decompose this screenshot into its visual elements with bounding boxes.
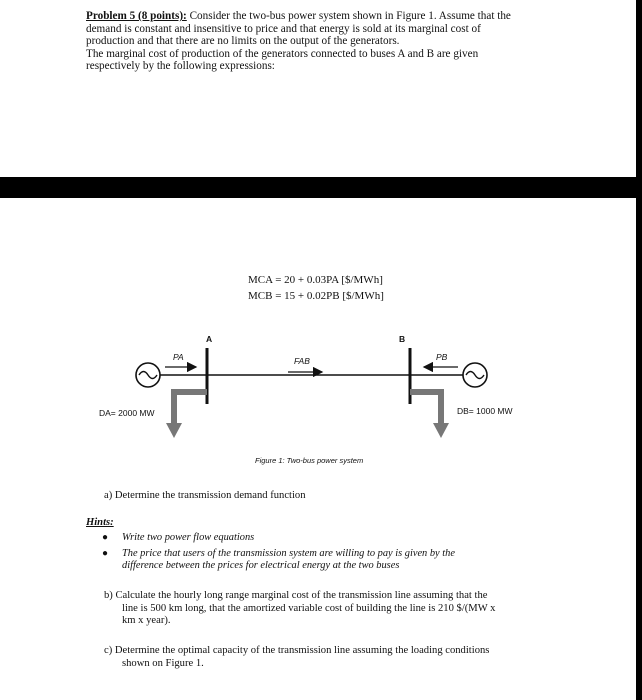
intro-line-4: The marginal cost of production of the generators connected to buses A and B are given: [86, 47, 479, 60]
intro-line-1: Consider the two-bus power system shown in Figure 1. Assume that the: [186, 10, 511, 22]
problem-statement: [86, 10, 556, 73]
right-edge-bar: [636, 0, 642, 700]
question-b-line-3: km x year).: [122, 615, 171, 626]
question-a: a) Determine the transmission demand function: [104, 490, 306, 501]
sine-wave-a-icon: [139, 372, 157, 379]
bus-a-label: A: [206, 334, 213, 344]
question-b: [104, 590, 495, 628]
demand-a-label: DA= 2000 MW: [99, 408, 155, 418]
intro-line-5: respectively by the following expressions:: [86, 60, 275, 73]
equation-a: MCA = 20 + 0.03PA [$/MWh]: [248, 274, 383, 286]
question-c-line-2: shown on Figure 1.: [122, 657, 204, 669]
two-bus-diagram: [0, 330, 636, 455]
problem-heading: Problem 5 (8 points):: [86, 10, 187, 22]
question-c-line-1: c) Determine the optimal capacity of the transmission line assuming the loading conditions: [104, 645, 490, 656]
black-separator-band: [0, 177, 642, 198]
demand-b-label: DB= 1000 MW: [457, 406, 513, 416]
hint-2-line-1: The price that users of the transmission system are willing to pay is given by the: [122, 548, 455, 559]
question-c: [104, 645, 489, 670]
intro-line-2: demand is constant and insensitive to price and that energy is sold at its marginal cost of: [86, 22, 481, 35]
load-a-arrow-icon: [166, 423, 182, 438]
question-b-line-2: line is 500 km long, that the amortized variable cost of building the line is 210 $/(MW x: [122, 602, 496, 614]
sine-wave-b-icon: [466, 372, 484, 379]
bullet-icon: ●: [102, 532, 109, 543]
bus-b-label: B: [399, 334, 406, 344]
equation-b: MCB = 15 + 0.02PB [$/MWh]: [248, 290, 384, 302]
load-b-arrow-icon: [433, 423, 449, 438]
hint-2-line-2: difference between the prices for electrical energy at the two buses: [122, 560, 400, 571]
pb-label: PB: [436, 352, 448, 362]
fab-label: FAB: [294, 356, 310, 366]
hints-label: Hints:: [86, 517, 114, 528]
load-a-line: [174, 392, 207, 425]
marginal-cost-equations: [248, 272, 384, 304]
pa-label: PA: [173, 352, 184, 362]
intro-line-3: production and that there are no limits on the output of the generators.: [86, 35, 400, 48]
hint-1: Write two power flow equations: [122, 532, 255, 543]
hint-2: [122, 548, 532, 572]
load-b-line: [410, 392, 441, 425]
figure-caption: Figure 1: Two-bus power system: [255, 456, 364, 465]
bullet-icon: ●: [102, 548, 109, 559]
question-b-line-1: b) Calculate the hourly long range marginal cost of the transmission line assuming that the: [104, 590, 488, 601]
